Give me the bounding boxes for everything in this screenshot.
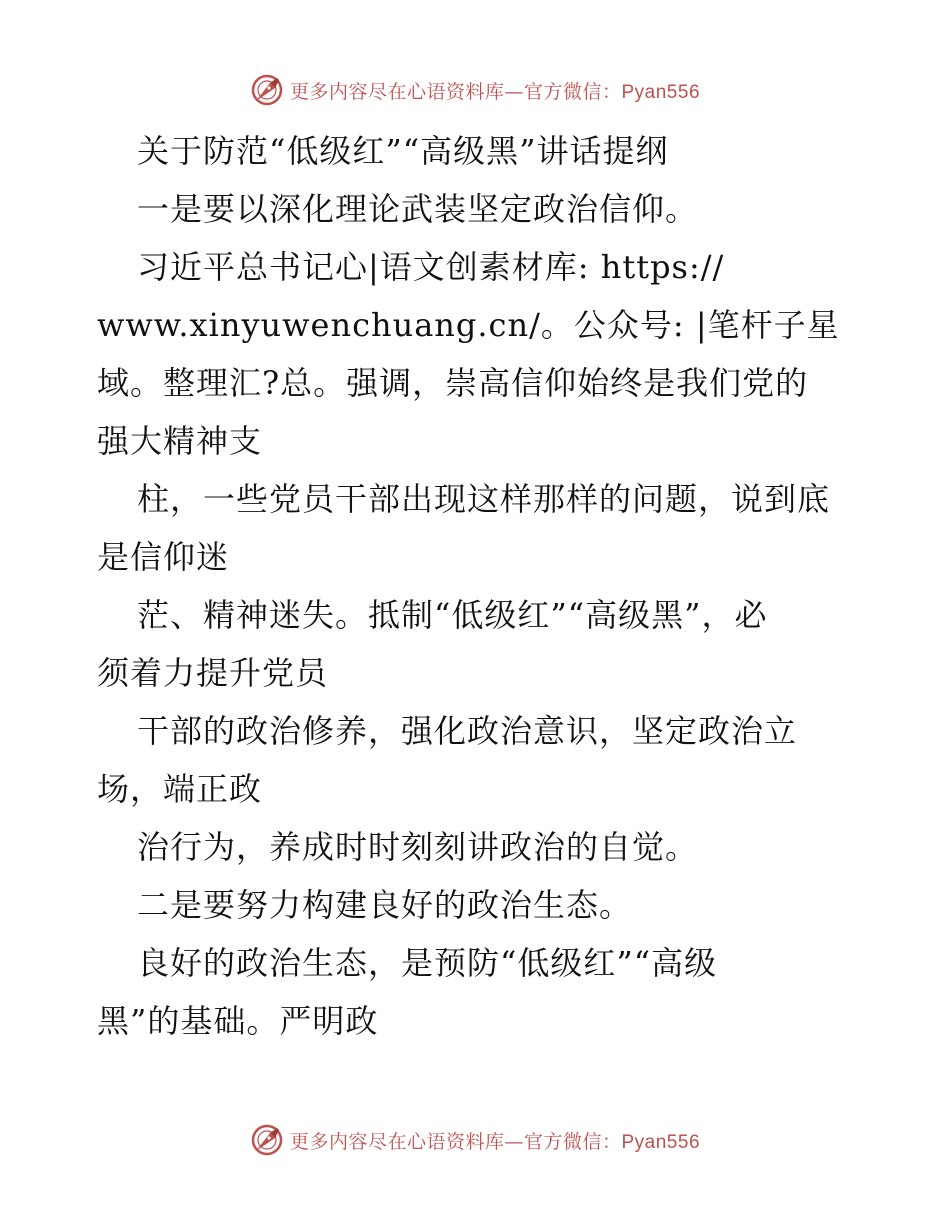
body-text-line: 场，端正政 <box>97 770 263 808</box>
body-text-line: 良好的政治生态，是预防“低级红”“高级 <box>137 944 718 982</box>
header-banner-handle: Pyan556 <box>621 81 701 103</box>
footer-banner <box>0 1120 950 1160</box>
body-text-line: 二是要努力构建良好的政治生态。 <box>137 886 633 924</box>
header-banner <box>0 70 950 110</box>
body-text-line: 茫、精神迷失。抵制“低级红”“高级黑”，必 <box>137 596 768 634</box>
body-text-line: 一是要以深化理论武装坚定政治信仰。 <box>137 190 699 228</box>
document-body <box>97 122 867 1050</box>
body-text-line: 是信仰迷 <box>97 538 230 576</box>
footer-banner-text: 更多内容尽在心语资料库—官方微信：Pyan556 <box>289 1130 701 1153</box>
body-text-line: 关于防范“低级红”“高级黑”讲话提纲 <box>137 132 669 170</box>
body-text-line: 治行为，养成时时刻刻讲政治的自觉。 <box>137 828 699 866</box>
body-text-line: 黑”的基础。严明政 <box>97 1002 379 1040</box>
body-text-line: 习近平总书记心|语文创素材库: https:// <box>137 248 725 286</box>
body-text-line: 干部的政治修养，强化政治意识，坚定政治立 <box>137 712 798 750</box>
body-text-line: www.xinyuwenchuang.cn/。公众号: |笔杆子星 <box>97 306 840 344</box>
pen-nib-logo-icon <box>250 73 284 107</box>
body-text-line: 强大精神支 <box>97 422 263 460</box>
body-text-line: 域。整理汇?总。强调，崇高信仰始终是我们党的 <box>97 364 809 402</box>
pen-nib-logo-icon <box>250 1123 284 1157</box>
footer-banner-handle: Pyan556 <box>621 1131 701 1153</box>
body-text-line: 须着力提升党员 <box>97 654 329 692</box>
header-banner-text: 更多内容尽在心语资料库—官方微信：Pyan556 <box>289 80 701 103</box>
body-text-line: 柱，一些党员干部出现这样那样的问题，说到底 <box>137 480 831 518</box>
